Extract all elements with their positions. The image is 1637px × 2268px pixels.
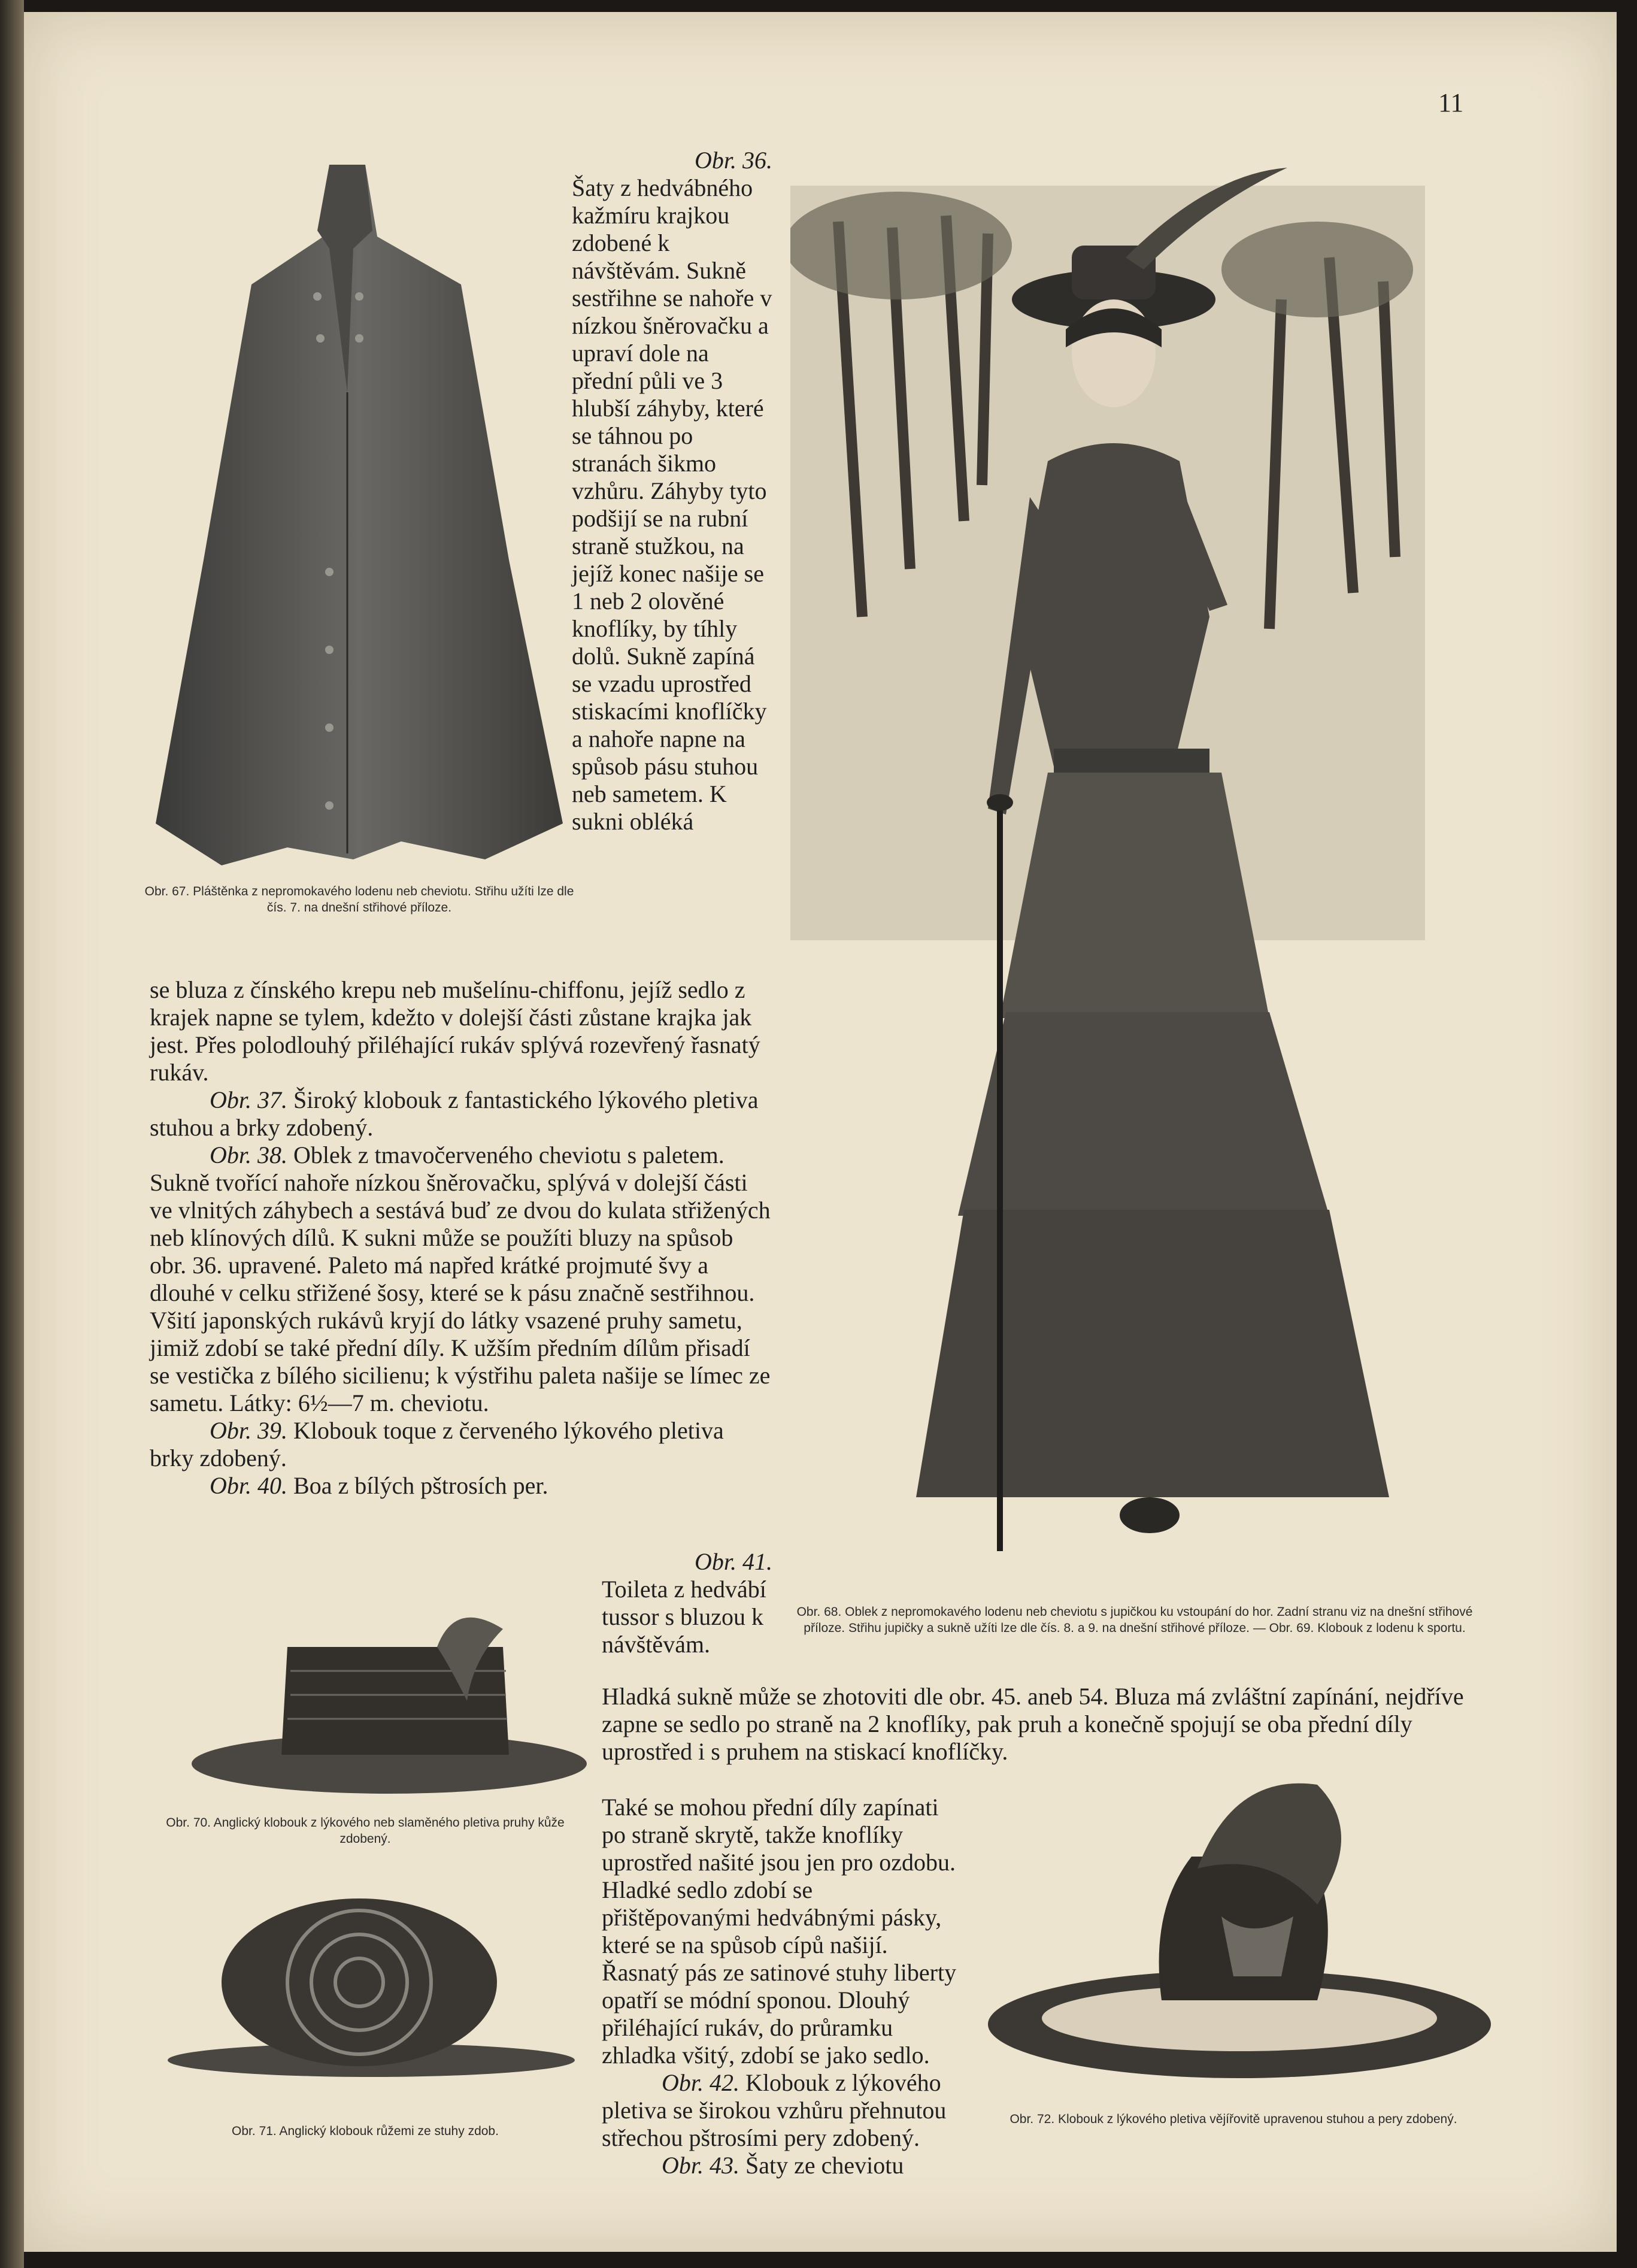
figure-72-feathered-hat [982, 1761, 1491, 2096]
right-column-text [602, 1683, 1488, 1766]
obr-41-text-block [602, 1548, 772, 1658]
figure-68-woman-illustration [790, 150, 1437, 1575]
figure-70-straw-hat [186, 1593, 605, 1803]
figure-71-caption: Obr. 71. Anglický klobouk růžemi ze stuhy zdob. [232, 2124, 499, 2138]
obr-38-label: Obr. 38. [210, 1141, 288, 1168]
figure-67-caption: Obr. 67. Pláštěnka z nepromokavého lodenu neb cheviotu. Střihu užíti lze dle čís. 7. na dnešní střihové příloze. [144, 885, 574, 915]
book-spine [0, 0, 24, 2268]
obr-36-body: Šaty z hedvábného kažmíru krajkou zdobené k návštěvám. Sukně sestřihne se nahoře v nízkou šněrovačku a upraví dole na přední půli ve 3 hlubší záhyby, které se táhnou po stranách šikmo vzhůru. Záhyby tyto podšijí se na rubní straně stužkou, na jejíž konec našije se 1 neb 2 olověné knoflíky, by tíhly dolů. Sukně zapíná se vzadu uprostřed stiskacími knoflíčky a nahoře napne na spůsob pásu stuhou neb sametem. K sukni obléká [572, 174, 772, 835]
obr-43-label: Obr. 43. [662, 2152, 740, 2179]
figure-70-caption: Obr. 70. Anglický klobouk z lýkového neb slaměného pletiva pruhy kůže zdobený. [166, 1816, 565, 1846]
obr-39-body: Klobouk toque z červeného lýkového pletiva brky zdobený. [150, 1417, 724, 1471]
figure-68-69-caption: Obr. 68. Oblek z nepromokavého lodenu neb cheviotu s jupičkou ku vstoupání do hor. Zadní stranu viz na dnešní střihové příloze. Střihu jupičky a sukně užíti lze dle čís. 8. a 9. na dnešní střihové příloze. — Obr. 69. Klobouk z lodenu k sportu. [796, 1605, 1473, 1635]
obr-41-continued-line2: Také se mohou přední díly zapínati po straně skrytě, takže knoflíky uprostřed našité jsou jen pro ozdobu. Hladké sedlo zdobí se přištěpovanými hedvábnými pásky, které se na spůsob cípů našijí. Řasnatý pás ze satinové stuhy liberty opatří se módní sponou. Dlouhý přiléhající rukáv, do průramku zhladka všitý, zdobí se jako sedlo. [602, 1794, 957, 2069]
figure-71-rose-hat [162, 1881, 581, 2078]
figure-72-caption: Obr. 72. Klobouk z lýkového pletiva vějířovitě upravenou stuhou a pery zdobený. [1010, 2112, 1457, 2126]
obr-39-label: Obr. 39. [210, 1417, 288, 1444]
obr-42-body: Klobouk z lýkového pletiva se širokou vzhůru přehnutou střechou pštrosími pery zdobený. [602, 2069, 947, 2151]
obr-36-label: Obr. 36. [694, 147, 772, 174]
obr-40-label: Obr. 40. [210, 1472, 288, 1499]
page [24, 12, 1617, 2252]
page-number: 11 [1438, 88, 1464, 117]
obr-37-label: Obr. 37. [210, 1086, 288, 1113]
paragraph-blouse: se bluza z čínského krepu neb mušelínu-chiffonu, jejíž sedlo z krajek napne se tylem, kdežto v dolejší části zůstane krajka jak jest. Přes polodlouhý přiléhající rukáv splývá rozevřený řasnatý rukáv. [150, 976, 760, 1086]
obr-42-label: Obr. 42. [662, 2069, 740, 2096]
obr-41-continued-line1: Hladká sukně může se zhotoviti dle obr. 45. aneb 54. Bluza má zvláštní zapínání, nejdříve zapne se sedlo po straně na 2 knoflíky, pak pruh a konečně spojují se oba přední díly uprostřed i s pruhem na stiskací knoflíčky. [602, 1683, 1464, 1765]
obr-41-body: Toileta z hedvábí tussor s bluzou k návštěvám. [602, 1576, 766, 1658]
obr-37-body: Široký klobouk z fantastického lýkového pletiva stuhou a brky zdobený. [150, 1086, 759, 1141]
obr-38-body: Oblek z tmavočerveného cheviotu s paletem. Sukně tvořící nahoře nízkou šněrovačku, splývá v dolejší části ve vlnitých záhybech a sestává buď ze dvou do kulata střižených neb klínových dílů. K sukni může se použíti bluzy na spůsob obr. 36. upravené. Paleto má napřed krátké projmuté švy a dlouhé v celku střižené šosy, které se k pásu značně sestřihnou. Všití japonských rukávů kryjí do látky vsazené pruhy sametu, jimiž zdobí se také přední díly. K užším předním dílům přisadí se vestička z bílého sicilienu; k výstřihu paleta našije se límec ze sametu. Látky: 6½—7 m. cheviotu. [150, 1141, 771, 1416]
obr-41-label: Obr. 41. [694, 1548, 772, 1575]
obr-36-text-block [572, 147, 772, 835]
obr-40-body: Boa z bílých pštrosích per. [293, 1472, 548, 1499]
right-narrow-text [602, 1794, 961, 2179]
obr-43-body: Šaty ze cheviotu [745, 2152, 904, 2179]
left-column-text [150, 976, 772, 1500]
figure-67-cape-illustration [150, 141, 569, 913]
